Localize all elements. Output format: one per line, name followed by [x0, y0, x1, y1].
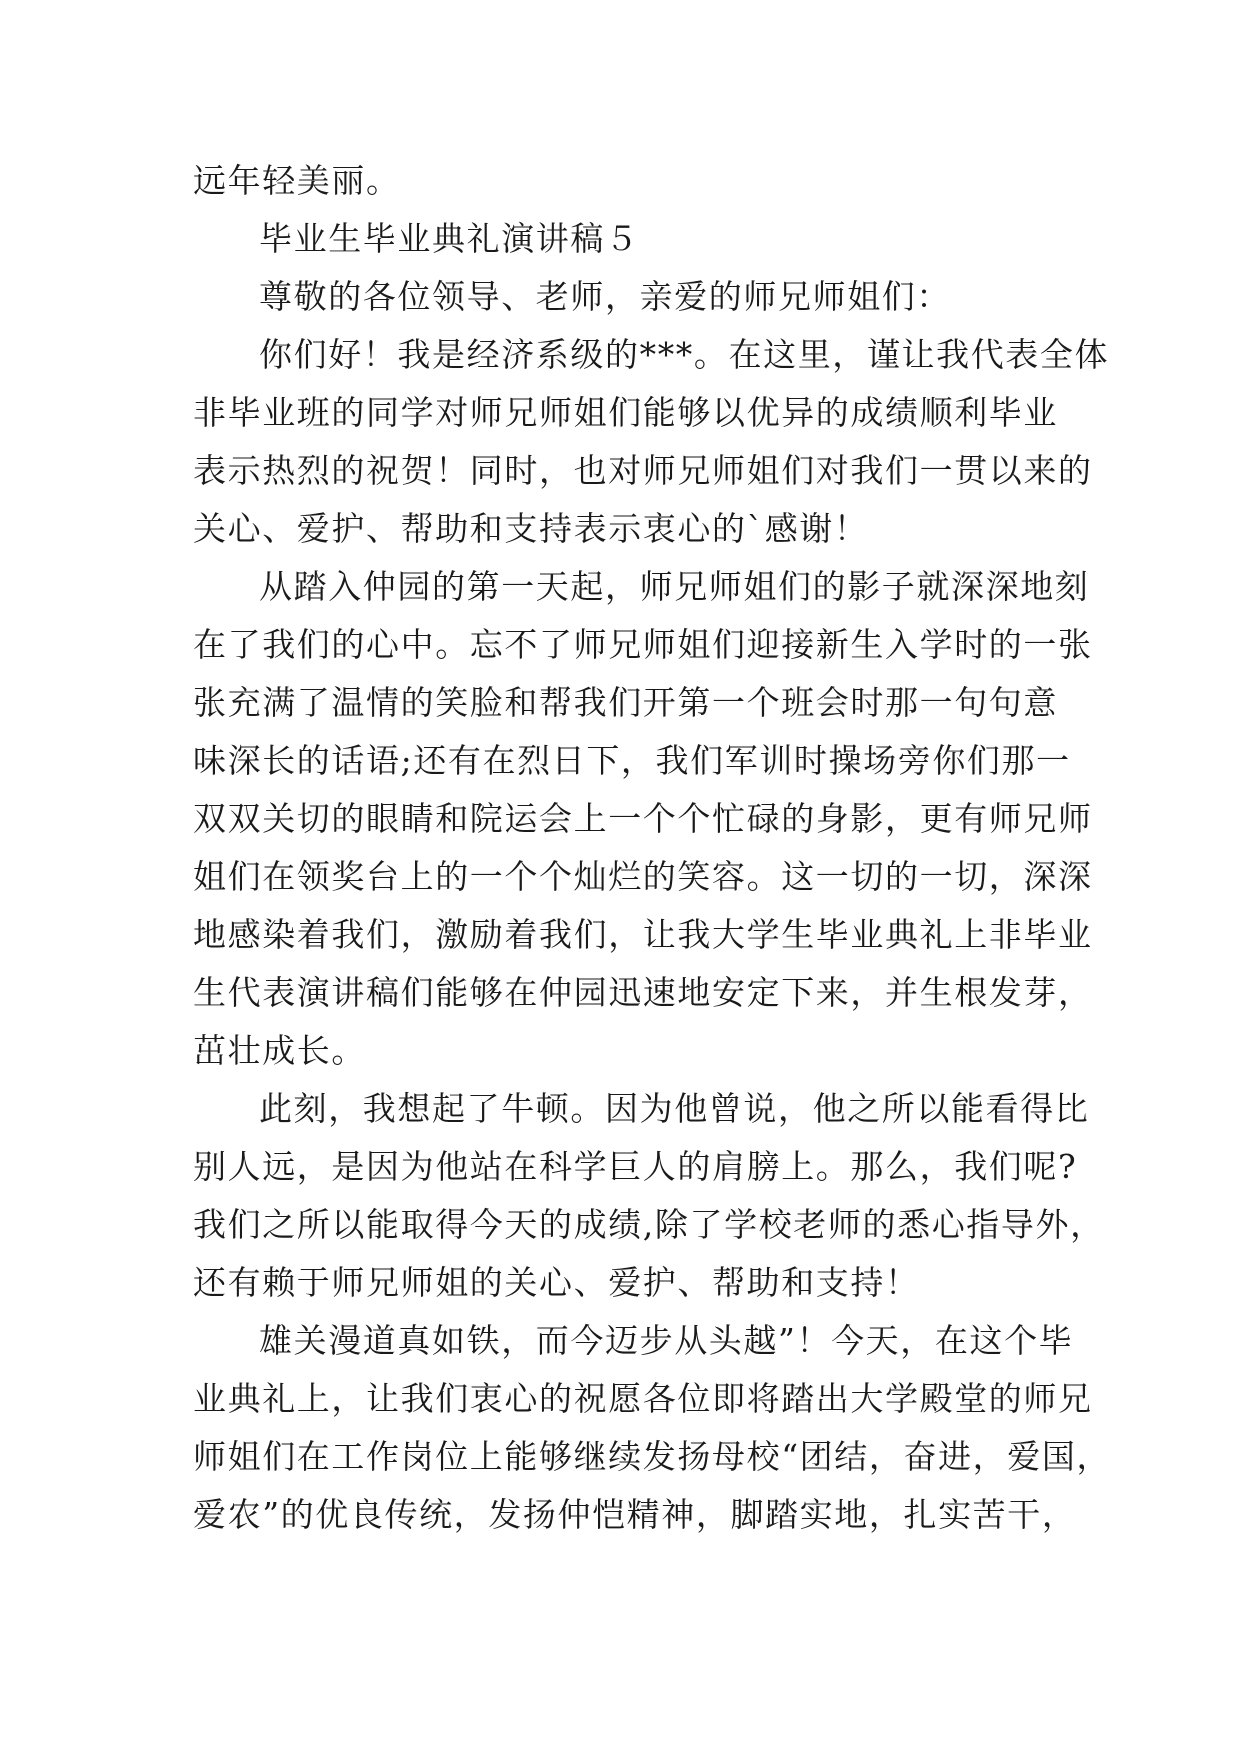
speech-body-text: [193, 152, 1112, 1544]
text-line: 非毕业班的同学对师兄师姐们能够以优异的成绩顺利毕业: [193, 393, 1058, 432]
text-line: 雄关漫道真如铁，而今迈步从头越”！今天，在这个毕: [259, 1321, 1074, 1360]
text-line: 你们好！我是经济系级的***。在这里，谨让我代表全体: [259, 335, 1110, 374]
text-line: 双双关切的眼睛和院运会上一个个忙碌的身影，更有师兄师: [193, 799, 1093, 838]
text-line: 爱农”的优良传统，发扬仲恺精神，脚踏实地，扎实苦干，: [193, 1495, 1077, 1534]
text-line: 在了我们的心中。忘不了师兄师姐们迎接新生入学时的一张: [193, 625, 1093, 664]
text-line: 关心、爱护、帮助和支持表示衷心的`感谢！: [193, 509, 869, 548]
text-line: 地感染着我们，激励着我们，让我大学生毕业典礼上非毕业: [193, 915, 1093, 954]
text-line: 茁壮成长。: [193, 1031, 366, 1070]
text-line: 姐们在领奖台上的一个个灿烂的笑容。这一切的一切，深深: [193, 857, 1093, 896]
text-line: 味深长的话语;还有在烈日下，我们军训时操场旁你们那一: [193, 741, 1071, 780]
section-heading: 毕业生毕业典礼演讲稿５: [259, 219, 640, 258]
text-line: 师姐们在工作岗位上能够继续发扬母校“团结，奋进，爱国，: [193, 1437, 1112, 1476]
text-line: 远年轻美丽。: [193, 161, 401, 200]
text-line: 从踏入仲园的第一天起，师兄师姐们的影子就深深地刻: [259, 567, 1090, 606]
text-line: 此刻，我想起了牛顿。因为他曾说，他之所以能看得比: [259, 1089, 1090, 1128]
text-line: 别人远，是因为他站在科学巨人的肩膀上。那么，我们呢?: [193, 1147, 1078, 1186]
text-line: 表示热烈的祝贺！同时，也对师兄师姐们对我们一贯以来的: [193, 451, 1093, 490]
text-line: 还有赖于师兄师姐的关心、爱护、帮助和支持！: [193, 1263, 920, 1302]
text-line: 尊敬的各位领导、老师，亲爱的师兄师姐们：: [259, 277, 951, 316]
text-line: 生代表演讲稿们能够在仲园迅速地安定下来，并生根发芽，: [193, 973, 1093, 1012]
text-line: 业典礼上，让我们衷心的祝愿各位即将踏出大学殿堂的师兄: [193, 1379, 1093, 1418]
text-line: 张充满了温情的笑脸和帮我们开第一个班会时那一句句意: [193, 683, 1058, 722]
text-line: 我们之所以能取得今天的成绩,除了学校老师的悉心指导外，: [193, 1205, 1105, 1244]
